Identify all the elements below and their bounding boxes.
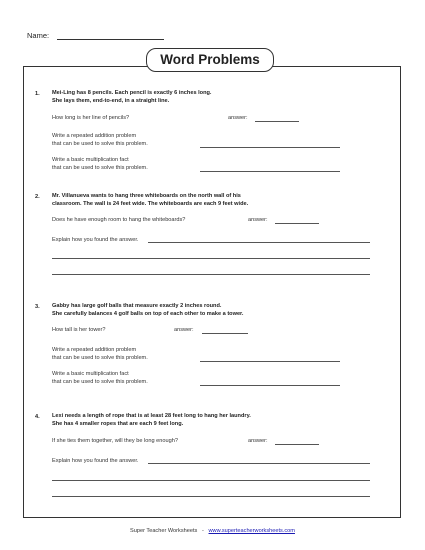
problem-1-repeated-line1: Write a repeated addition problem [52, 133, 137, 139]
problem-1-mult-answer-line[interactable] [200, 171, 340, 172]
problem-4-explain-line-2[interactable] [52, 480, 370, 481]
problem-2-explain: Explain how you found the answer. [52, 237, 139, 243]
problem-1-text-line1: Mei-Ling has 8 pencils. Each pencil is exactly 6 inches long. [52, 90, 212, 96]
problem-1-answer-label: answer: [228, 115, 248, 121]
problem-4-answer-line[interactable] [275, 444, 319, 445]
problem-4-question: If she ties them together, will they be long enough? [52, 438, 178, 444]
problem-3-question: How tall is her tower? [52, 327, 106, 333]
problem-2-text-line1: Mr. Villanueva wants to hang three whiteboards on the north wall of his [52, 193, 241, 199]
problem-1-mult-line2: that can be used to solve this problem. [52, 165, 148, 171]
problem-1-repeated-line2: that can be used to solve this problem. [52, 141, 148, 147]
problem-2-question: Does he have enough room to hang the whiteboards? [52, 217, 186, 223]
problem-3-repeated-line1: Write a repeated addition problem [52, 347, 137, 353]
problem-1-answer-line[interactable] [255, 121, 299, 122]
problem-2-answer-line[interactable] [275, 223, 319, 224]
page-title: Word Problems [146, 48, 274, 72]
footer [0, 528, 425, 534]
problem-2-explain-line-2[interactable] [52, 258, 370, 259]
problem-4-text-line2: She has 4 smaller ropes that are each 9 feet long. [52, 421, 184, 427]
problem-3-mult-line1: Write a basic multiplication fact [52, 371, 129, 377]
problem-3-answer-line[interactable] [202, 333, 248, 334]
problem-1-number: 1. [35, 91, 40, 97]
footer-text: Super Teacher Worksheets [130, 528, 198, 534]
problem-1-question: How long is her line of pencils? [52, 115, 130, 121]
problem-1-repeated-answer-line[interactable] [200, 147, 340, 148]
problem-4-number: 4. [35, 414, 40, 420]
problem-3-answer-label: answer: [174, 327, 194, 333]
problem-2-answer-label: answer: [248, 217, 268, 223]
footer-link[interactable]: www.superteacherworksheets.com [208, 528, 295, 534]
problem-4-text-line1: Lexi needs a length of rope that is at least 28 feet long to hang her laundry. [52, 413, 251, 419]
problem-1-text-line2: She lays them, end-to-end, in a straight line. [52, 98, 170, 104]
problem-3-number: 3. [35, 304, 40, 310]
problem-4-explain-line-3[interactable] [52, 496, 370, 497]
problem-3-mult-line2: that can be used to solve this problem. [52, 379, 148, 385]
problem-3-text-line2: She carefully balances 4 golf balls on top of each other to make a tower. [52, 311, 244, 317]
problem-2-explain-line-1[interactable] [148, 242, 370, 243]
problem-4-answer-label: answer: [248, 438, 268, 444]
problem-3-repeated-line2: that can be used to solve this problem. [52, 355, 148, 361]
footer-separator: - [201, 528, 204, 534]
problem-4-explain: Explain how you found the answer. [52, 458, 139, 464]
problem-1-mult-line1: Write a basic multiplication fact [52, 157, 129, 163]
problem-3-mult-answer-line[interactable] [200, 385, 340, 386]
name-label: Name: [27, 31, 50, 40]
name-line[interactable] [57, 39, 164, 40]
problem-2-number: 2. [35, 194, 40, 200]
problem-2-explain-line-3[interactable] [52, 274, 370, 275]
problem-2-text-line2: classroom. The wall is 24 feet wide. The whiteboards are each 9 feet wide. [52, 201, 249, 207]
problem-3-repeated-answer-line[interactable] [200, 361, 340, 362]
problem-3-text-line1: Gabby has large golf balls that measure exactly 2 inches round. [52, 303, 222, 309]
problem-4-explain-line-1[interactable] [148, 463, 370, 464]
